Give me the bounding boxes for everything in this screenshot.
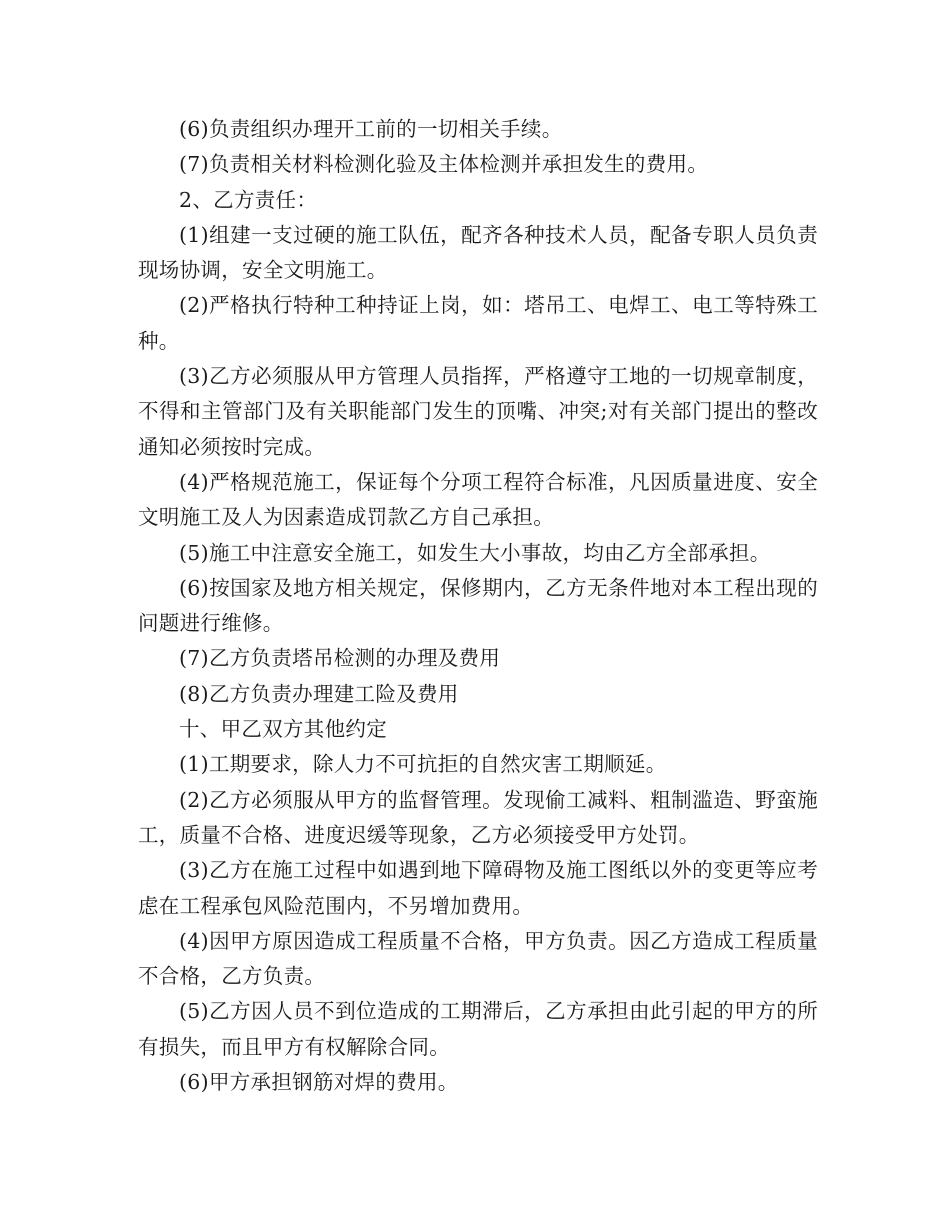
paragraph-item: (1)工期要求，除人力不可抗拒的自然灾害工期顺延。 [179,752,667,777]
paragraph-item: (1)组建一支过硬的施工队伍，配齐各种技术人员，配备专职人员负责现场协调，安全文明施工。 [138,222,818,283]
paragraph-item: (7)负责相关材料检测化验及主体检测并承担发生的费用。 [179,152,709,177]
paragraph-item: (4)严格规范施工，保证每个分项工程符合标准，凡因质量进度、安全文明施工及人为因素造成罚款乙方自己承担。 [138,469,818,530]
paragraph-item: (3)乙方必须服从甲方管理人员指挥，严格遵守工地的一切规章制度，不得和主管部门及有关职能部门发生的顶嘴、冲突;对有关部门提出的整改通知必须按时完成。 [138,364,818,459]
paragraph-item: (3)乙方在施工过程中如遇到地下障碍物及施工图纸以外的变更等应考虑在工程承包风险范围内，不另增加费用。 [138,858,818,918]
section-heading: 十、甲乙双方其他约定 [179,717,387,742]
paragraph-item: (6)甲方承担钢筋对焊的费用。 [179,1070,459,1095]
document-body [138,112,818,1100]
paragraph-item: (8)乙方负责办理建工险及费用 [179,681,459,706]
paragraph-item: (2)乙方必须服从甲方的监督管理。发现偷工减料、粗制滥造、野蛮施工，质量不合格、进度迟缓等现象，乙方必须接受甲方处罚。 [138,787,818,847]
paragraph-item: (7)乙方负责塔吊检测的办理及费用 [179,646,501,671]
paragraph-item: (2)严格执行特种工种持证上岗，如：塔吊工、电焊工、电工等特殊工种。 [138,293,818,353]
section-heading: 2、乙方责任： [179,187,318,212]
paragraph-item: (4)因甲方原因造成工程质量不合格，甲方负责。因乙方造成工程质量不合格，乙方负责。 [138,928,818,989]
paragraph-item: (5)乙方因人员不到位造成的工期滞后，乙方承担由此引起的甲方的所有损失，而且甲方有权解除合同。 [138,999,818,1059]
paragraph-item: (6)按国家及地方相关规定，保修期内，乙方无条件地对本工程出现的问题进行维修。 [138,575,818,636]
paragraph-item: (6)负责组织办理开工前的一切相关手续。 [179,117,563,141]
paragraph-item: (5)施工中注意安全施工，如发生大小事故，均由乙方全部承担。 [179,540,771,565]
